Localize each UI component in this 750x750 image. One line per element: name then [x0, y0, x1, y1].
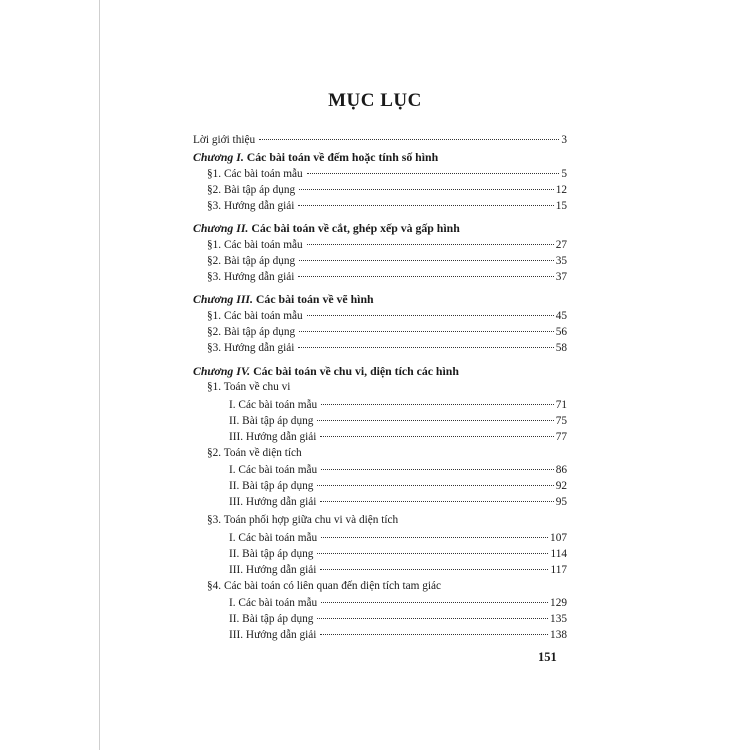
toc-page: 45	[555, 310, 567, 322]
leader-dots	[298, 276, 553, 277]
leader-dots	[317, 618, 548, 619]
toc-row	[207, 238, 567, 252]
chapter-heading-3	[193, 292, 374, 307]
chapter-name: Chương IV.	[193, 364, 251, 378]
toc-page: 71	[555, 399, 567, 411]
toc-page: 15	[555, 200, 567, 212]
toc-label: I. Các bài toán mẫu	[229, 597, 318, 609]
section-heading: §2. Toán về diện tích	[207, 447, 302, 459]
toc-label: I. Các bài toán mẫu	[229, 464, 318, 476]
toc-label: §1. Các bài toán mẫu	[207, 239, 303, 251]
toc-row	[229, 495, 567, 509]
leader-dots	[321, 469, 554, 470]
toc-label: §2. Bài tập áp dụng	[207, 184, 296, 196]
toc-page: 86	[555, 464, 567, 476]
toc-row-intro	[193, 133, 567, 147]
toc-page: 5	[561, 168, 567, 180]
toc-label: I. Các bài toán mẫu	[229, 399, 318, 411]
toc-page: 135	[550, 613, 567, 625]
toc-label: §1. Các bài toán mẫu	[207, 310, 303, 322]
leader-dots	[307, 315, 554, 316]
toc-label: §1. Các bài toán mẫu	[207, 168, 303, 180]
leader-dots	[259, 139, 559, 140]
toc-row	[207, 183, 567, 197]
toc-row	[207, 341, 567, 355]
leader-dots	[320, 569, 548, 570]
toc-label: II. Bài tập áp dụng	[229, 548, 314, 560]
toc-label: II. Bài tập áp dụng	[229, 415, 314, 427]
toc-label: III. Hướng dẫn giải	[229, 431, 317, 443]
leader-dots	[298, 347, 553, 348]
toc-row	[229, 628, 567, 642]
toc-page: 37	[555, 271, 567, 283]
toc-label: §3. Hướng dẫn giải	[207, 200, 295, 212]
chapter-heading-2	[193, 221, 460, 236]
leader-dots	[320, 634, 548, 635]
toc-page: 3	[561, 134, 567, 146]
toc-label: II. Bài tập áp dụng	[229, 480, 314, 492]
toc-row	[229, 531, 567, 545]
toc-page: 56	[555, 326, 567, 338]
chapter-name: Chương III.	[193, 292, 253, 306]
toc-label: §2. Bài tập áp dụng	[207, 326, 296, 338]
toc-page: 117	[550, 564, 567, 576]
chapter-heading-1	[193, 150, 438, 165]
toc-page: 77	[555, 431, 567, 443]
leader-dots	[321, 537, 548, 538]
toc-label: §3. Hướng dẫn giải	[207, 342, 295, 354]
toc-label: §2. Bài tập áp dụng	[207, 255, 296, 267]
toc-label: III. Hướng dẫn giải	[229, 496, 317, 508]
toc-row	[207, 167, 567, 181]
toc-page: 75	[555, 415, 567, 427]
toc-page: 95	[555, 496, 567, 508]
toc-row	[229, 612, 567, 626]
toc-page: 58	[555, 342, 567, 354]
toc-page: 35	[555, 255, 567, 267]
chapter-heading-4	[193, 364, 459, 379]
chapter-name: Chương II.	[193, 221, 249, 235]
toc-page: 107	[550, 532, 567, 544]
section-heading: §1. Toán về chu vi	[207, 381, 291, 393]
leader-dots	[307, 173, 560, 174]
page-title: MỤC LỤC	[328, 90, 422, 111]
toc-page: 27	[555, 239, 567, 251]
toc-row	[207, 199, 567, 213]
section-heading: §3. Toán phối hợp giữa chu vi và diện tích	[207, 514, 399, 526]
toc-row	[207, 309, 567, 323]
chapter-title: Các bài toán về cắt, ghép xếp và gấp hình	[248, 221, 460, 235]
toc-row	[207, 270, 567, 284]
leader-dots	[317, 485, 553, 486]
toc-row	[207, 325, 567, 339]
chapter-title: Các bài toán về chu vi, diện tích các hình	[250, 364, 459, 378]
leader-dots	[317, 553, 548, 554]
toc-page: 129	[550, 597, 567, 609]
toc-row	[207, 254, 567, 268]
toc-row	[229, 479, 567, 493]
toc-page: 92	[555, 480, 567, 492]
section-heading: §4. Các bài toán có liên quan đến diện tích tam giác	[207, 580, 442, 592]
toc-page: 138	[550, 629, 567, 641]
page-number: 151	[538, 650, 557, 664]
leader-dots	[317, 420, 553, 421]
toc-page: 12	[555, 184, 567, 196]
leader-dots	[298, 205, 553, 206]
toc-row	[229, 563, 567, 577]
chapter-title: Các bài toán về vẽ hình	[252, 292, 374, 306]
toc-row	[229, 430, 567, 444]
toc-row	[229, 414, 567, 428]
toc-page: 114	[550, 548, 567, 560]
leader-dots	[320, 501, 553, 502]
toc-label: Lời giới thiệu	[193, 134, 256, 146]
leader-dots	[321, 404, 554, 405]
chapter-title: Các bài toán về đếm hoặc tính số hình	[243, 150, 439, 164]
leader-dots	[307, 244, 554, 245]
leader-dots	[321, 602, 548, 603]
toc-row	[229, 463, 567, 477]
leader-dots	[299, 331, 554, 332]
toc-label: I. Các bài toán mẫu	[229, 532, 318, 544]
toc-label: §3. Hướng dẫn giải	[207, 271, 295, 283]
toc-label: III. Hướng dẫn giải	[229, 629, 317, 641]
chapter-name: Chương I.	[193, 150, 244, 164]
toc-label: III. Hướng dẫn giải	[229, 564, 317, 576]
toc-row	[229, 547, 567, 561]
toc-row	[229, 596, 567, 610]
leader-dots	[299, 189, 554, 190]
toc-label: II. Bài tập áp dụng	[229, 613, 314, 625]
toc-row	[229, 398, 567, 412]
leader-dots	[299, 260, 554, 261]
leader-dots	[320, 436, 553, 437]
